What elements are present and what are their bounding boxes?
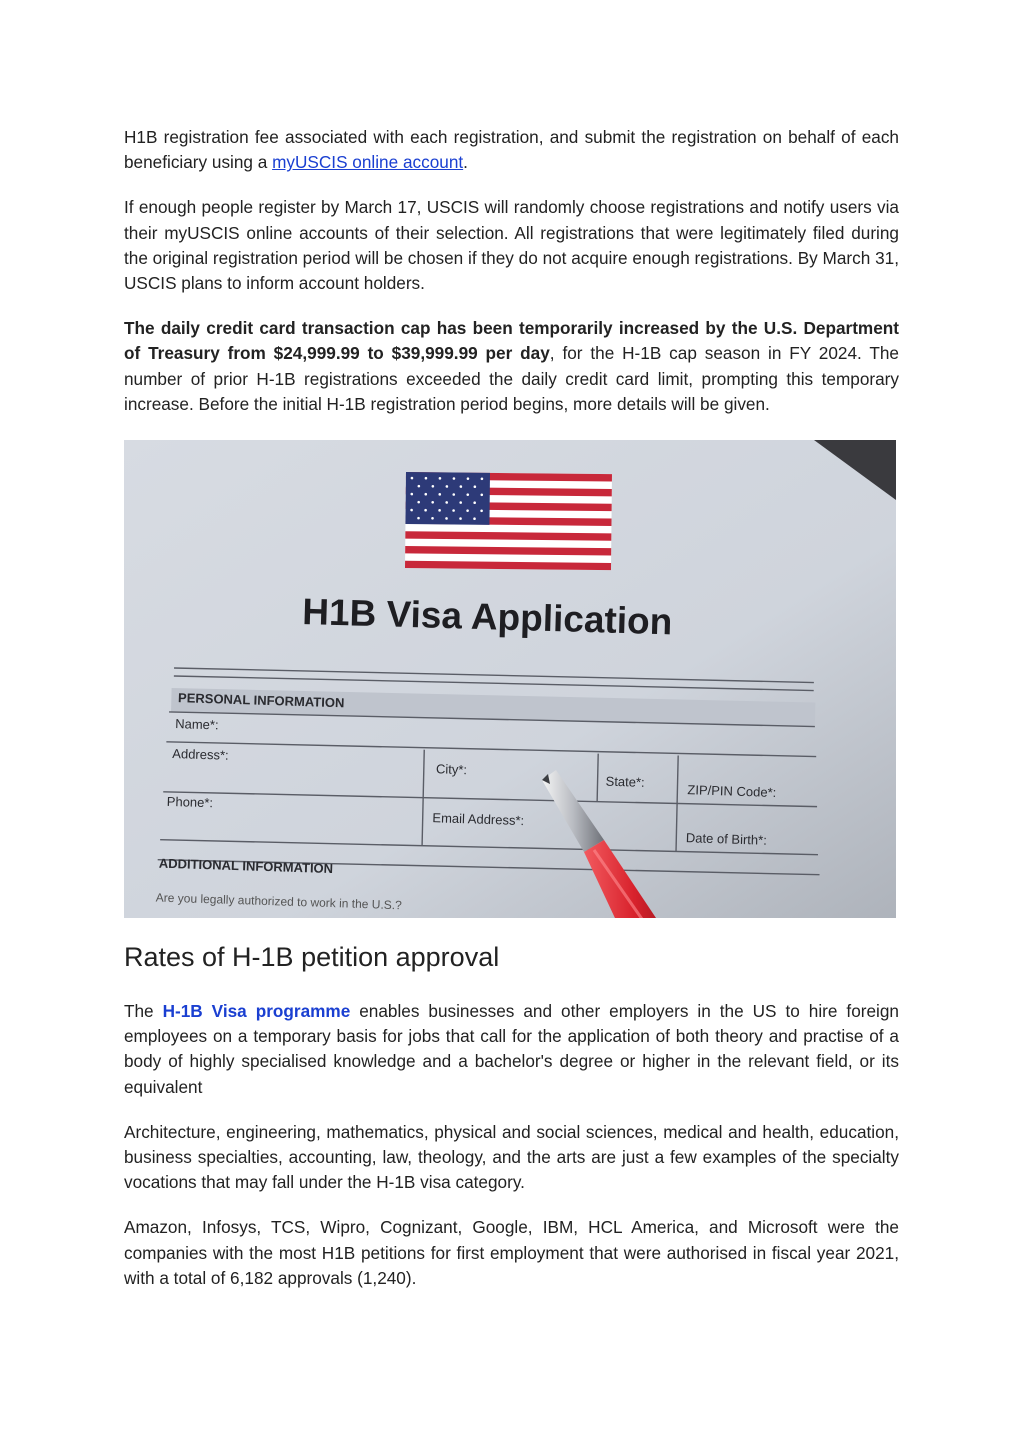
legal-question-text: Are you legally authorized to work in the U.S.?: [155, 890, 403, 913]
section-personal-information: PERSONAL INFORMATION: [177, 690, 345, 711]
paragraph-top-companies: Amazon, Infosys, TCS, Wipro, Cognizant, Google, IBM, HCL America, and Microsoft were the companies with the most H1B petitions for first employment that were authorised in fiscal year 2021, with a total of 6,182 approvals (1,240).: [124, 1217, 899, 1288]
paragraph-text: H1B registration fee associated with each registration, and submit the registration on behalf of each beneficiary using a: [124, 127, 899, 173]
paragraph-registration-fee: [124, 125, 899, 175]
us-flag-icon: [405, 472, 612, 570]
field-email-label: Email Address*:: [432, 810, 525, 829]
paragraph-credit-card-cap: [124, 316, 899, 417]
bold-announcement: The daily credit card transaction cap has been temporarily increased by the U.S. Department of Treasury from $24,999.99 to $39,999.99 per day: [124, 318, 899, 364]
paragraph-text-end: .: [463, 152, 468, 173]
field-dob-label: Date of Birth*:: [685, 830, 768, 848]
field-state-label: State*:: [605, 773, 645, 790]
h1b-application-photo: [124, 440, 896, 918]
section-additional-information: ADDITIONAL INFORMATION: [158, 855, 334, 877]
paragraph-h1b-programme: [124, 999, 899, 1100]
section-heading: Rates of H-1B petition approval: [124, 942, 500, 973]
field-zip-label: ZIP/PIN Code*:: [687, 782, 777, 800]
form-title: H1B Visa Application: [301, 591, 673, 643]
field-address-label: Address*:: [172, 746, 229, 763]
paragraph-random-selection: If enough people register by March 17, USCIS will randomly choose registrations and notify users via their myUSCIS online accounts of their selection. All registrations that were legitimately filed during the original registration period will be chosen if they do not acquire enough registrations. By March 31, USCIS plans to inform account holders.: [124, 197, 899, 294]
h1b-programme-highlight: H-1B Visa programme: [162, 1001, 351, 1022]
paragraph-text: enables businesses and other employers in the US to hire foreign employees on a temporary basis for jobs that call for the application of both theory and practise of a body of highly specialised knowledge and a bachelor's degree or higher in the relevant field, or its equivalent: [124, 1001, 899, 1097]
paragraph-text: , for the H-1B cap season in FY 2024. The number of prior H-1B registrations exceeded the daily credit card limit, prompting this temporary increase. Before the initial H-1B registration period begins, more details will be given.: [124, 343, 899, 414]
field-city-label: City*:: [435, 761, 468, 778]
document-page: [124, 125, 899, 1291]
field-name-label: Name*:: [175, 716, 219, 733]
myuscis-account-link[interactable]: myUSCIS online account: [272, 152, 464, 173]
paragraph-text-start: The: [124, 1001, 163, 1022]
paragraph-specialty-vocations: Architecture, engineering, mathematics, physical and social sciences, medical and health, education, business specialties, accounting, law, theology, and the arts are just a few examples of the specialty vocations that may fall under the H-1B visa category.: [124, 1121, 899, 1193]
field-phone-label: Phone*:: [166, 793, 214, 811]
